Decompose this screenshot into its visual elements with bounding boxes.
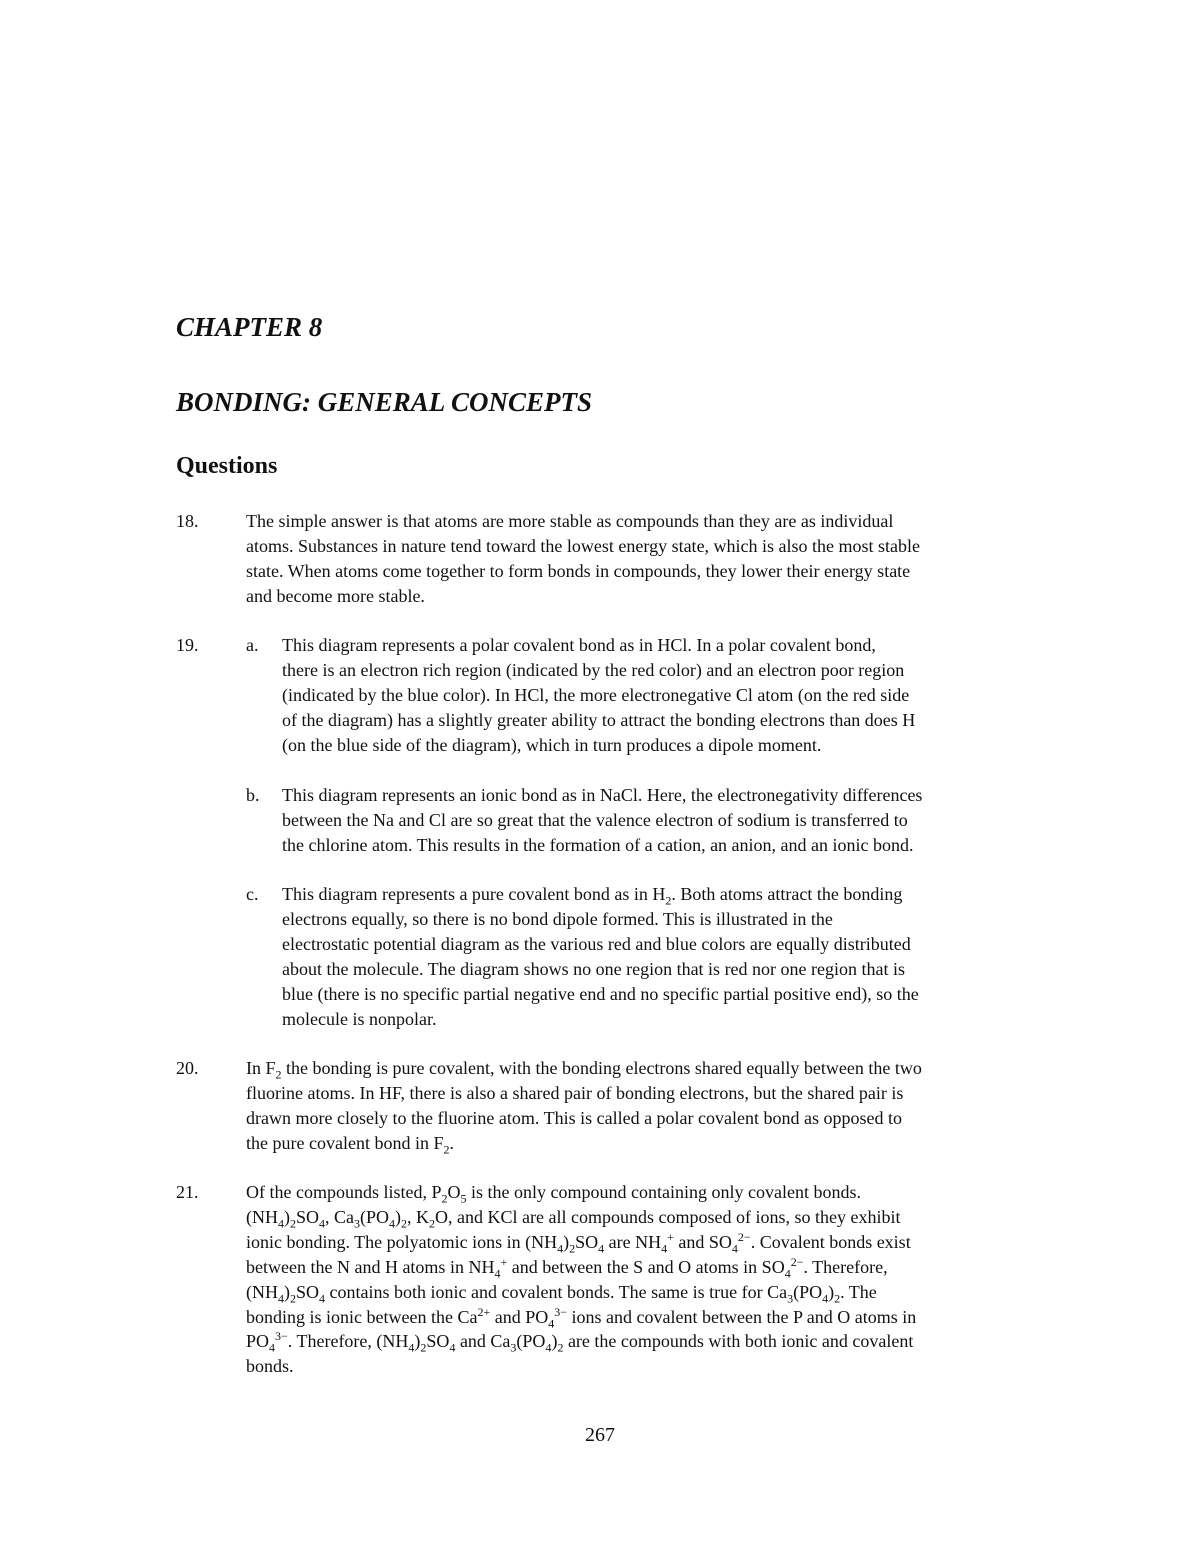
text-run: the bonding is pure covalent, with the bonding electrons shared equally between the two [281, 1058, 922, 1078]
question-19-part-c [246, 882, 1060, 1031]
subscript: 4 [278, 1216, 284, 1231]
text-line: molecule is nonpolar. [282, 1008, 437, 1029]
text-run: . Therefore, [803, 1256, 888, 1277]
subscript: 2 [401, 1216, 408, 1231]
subscript: 2 [441, 1191, 448, 1206]
subscript: 2 [290, 1291, 296, 1306]
text-run: ) [828, 1281, 835, 1302]
subscript: 2 [275, 1067, 282, 1082]
subscript: 3 [354, 1216, 361, 1231]
subscript: 4 [389, 1216, 396, 1231]
text-run: ) [284, 1281, 290, 1302]
text-run: SO [426, 1331, 450, 1352]
text-run: between the N and H atoms in NH [246, 1256, 495, 1277]
text-run: . The [840, 1281, 877, 1302]
subscript: 2 [557, 1341, 564, 1356]
chapter-title: BONDING: GENERAL CONCEPTS [176, 387, 593, 417]
text-line [246, 1205, 1060, 1230]
text-run: ions and covalent between the P and O atoms in [567, 1306, 917, 1327]
text-line: fluorine atoms. In HF, there is also a shared pair of bonding electrons, but the shared pair is [246, 1082, 904, 1103]
text-line: there is an electron rich region (indicated by the red color) and an electron poor region [282, 659, 905, 680]
superscript: + [500, 1254, 508, 1269]
section-heading: Questions [176, 453, 278, 479]
text-line: electrostatic potential diagram as the various red and blue colors are equally distributed [282, 933, 911, 954]
question-19-part-b [246, 783, 1060, 858]
text-run: ionic bonding. The polyatomic ions in (NH [246, 1231, 558, 1252]
question-text [246, 509, 1060, 609]
superscript: 3− [554, 1304, 568, 1319]
part-label: c. [246, 884, 259, 904]
text-line [246, 1230, 1060, 1255]
chapter-heading: CHAPTER 8 [176, 312, 323, 342]
subscript: 4 [449, 1341, 456, 1356]
subscript: 2 [665, 893, 672, 908]
text-line: of the diagram) has a slightly greater ability to attract the bonding electrons than does H [282, 709, 916, 730]
subscript: 2 [569, 1241, 576, 1256]
question-number: 19. [176, 635, 199, 655]
text-line [246, 1255, 1060, 1280]
text-line: drawn more closely to the fluorine atom. This is called a polar covalent bond as opposed to [246, 1107, 902, 1128]
text-run: are the compounds with both ionic and covalent [563, 1331, 914, 1352]
subscript: 4 [548, 1316, 555, 1331]
text-line [246, 1056, 1060, 1081]
text-run: Of the compounds listed, P [246, 1182, 442, 1202]
subscript: 4 [269, 1341, 276, 1356]
text-run: ) [395, 1206, 402, 1227]
text-line: (indicated by the blue color). In HCl, the more electronegative Cl atom (on the red side [282, 684, 910, 705]
text-line: about the molecule. The diagram shows no one region that is red nor one region that is [282, 958, 906, 979]
text-line: between the Na and Cl are so great that the valence electron of sodium is transferred to [282, 809, 908, 830]
text-line: the chlorine atom. This results in the formation of a cation, an anion, and an ionic bond. [282, 834, 914, 855]
question-number: 18. [176, 511, 199, 531]
subscript: 4 [278, 1291, 284, 1306]
text-run: ) [414, 1331, 421, 1352]
subscript: 4 [319, 1291, 326, 1306]
subscript: 4 [822, 1291, 829, 1306]
text-run: O [447, 1182, 461, 1202]
text-line: state. When atoms come together to form bonds in compounds, they lower their energy state [246, 560, 911, 581]
subscript: 4 [494, 1266, 501, 1281]
text-line [282, 882, 1060, 907]
superscript: 3− [275, 1329, 288, 1344]
subscript: 2 [443, 1142, 450, 1157]
text-line: This diagram represents an ionic bond as in NaCl. Here, the electronegativity differences [282, 785, 923, 805]
subscript: 4 [784, 1266, 791, 1281]
text-line: atoms. Substances in nature tend toward the lowest energy state, which is also the most stable [246, 535, 921, 556]
part-label: b. [246, 785, 260, 805]
text-run: are NH [604, 1231, 662, 1252]
text-line: The simple answer is that atoms are more stable as compounds than they are as individual [246, 511, 894, 531]
text-run: SO [575, 1231, 599, 1252]
subscript: 5 [460, 1191, 467, 1206]
subscript: 4 [661, 1241, 668, 1256]
text-run: . Covalent bonds exist [750, 1231, 911, 1252]
text-run: and Ca [455, 1331, 511, 1352]
text-run: (NH [246, 1281, 278, 1302]
superscript: 2− [737, 1229, 751, 1244]
text-line [246, 1305, 1060, 1330]
text-run: ) [284, 1206, 290, 1227]
text-run: and SO [673, 1231, 732, 1252]
question-number: 21. [176, 1182, 199, 1202]
part-text [282, 633, 1060, 758]
text-run: (NH [246, 1206, 278, 1227]
text-run: (PO [793, 1281, 823, 1302]
question-text [246, 1180, 1060, 1379]
page-number: 267 [585, 1424, 615, 1446]
text-run: O, and KCl are all compounds composed of ions, so they exhibit [435, 1206, 901, 1227]
text-run: is the only compound containing only covalent bonds. [466, 1182, 861, 1202]
question-18 [176, 509, 1060, 609]
text-run: In F [246, 1058, 276, 1078]
part-text [282, 783, 1060, 858]
question-19-part-a [246, 633, 1060, 758]
text-run: contains both ionic and covalent bonds. The same is true for Ca [325, 1281, 788, 1302]
text-run: , Ca [325, 1206, 355, 1227]
subscript: 3 [510, 1341, 517, 1356]
subscript: 2 [420, 1341, 427, 1356]
text-run: . Therefore, (NH [287, 1331, 409, 1352]
text-run: PO [246, 1331, 270, 1352]
text-run: This diagram represents a pure covalent bond as in H [282, 884, 666, 904]
subscript: 4 [557, 1241, 564, 1256]
question-20 [176, 1056, 1060, 1156]
subscript: 4 [598, 1241, 605, 1256]
text-run: and between the S and O atoms in SO [507, 1256, 785, 1277]
text-run: . [449, 1132, 454, 1153]
text-run: , K [407, 1206, 430, 1227]
text-line [246, 1329, 1060, 1354]
text-line: electrons equally, so there is no bond dipole formed. This is illustrated in the [282, 908, 833, 929]
text-run: ) [551, 1331, 558, 1352]
superscript: + [667, 1229, 674, 1244]
subscript: 4 [731, 1241, 738, 1256]
subscript: 4 [408, 1341, 415, 1356]
text-run: SO [296, 1206, 320, 1227]
text-line: (on the blue side of the diagram), which in turn produces a dipole moment. [282, 734, 822, 755]
text-line [246, 1280, 1060, 1305]
text-line: and become more stable. [246, 585, 425, 606]
text-run: (PO [360, 1206, 390, 1227]
text-line [246, 1131, 1060, 1156]
text-run: . Both atoms attract the bonding [671, 884, 903, 904]
text-run: ) [563, 1231, 570, 1252]
question-21 [176, 1180, 1060, 1379]
text-run: and PO [490, 1306, 549, 1327]
subscript: 2 [834, 1291, 841, 1306]
part-text [282, 882, 1060, 1031]
question-text [246, 1056, 1060, 1156]
text-run: SO [296, 1281, 320, 1302]
text-run: bonding is ionic between the Ca [246, 1306, 478, 1327]
question-number: 20. [176, 1058, 199, 1078]
subscript: 4 [545, 1341, 552, 1356]
text-run: the pure covalent bond in F [246, 1132, 444, 1153]
text-line [246, 1180, 1060, 1205]
subscript: 2 [429, 1216, 436, 1231]
text-line: blue (there is no specific partial negative end and no specific partial positive end), so the [282, 983, 919, 1004]
superscript: 2− [790, 1254, 804, 1269]
superscript: 2+ [477, 1304, 491, 1319]
subscript: 3 [787, 1291, 794, 1306]
text-run: (PO [516, 1331, 546, 1352]
subscript: 2 [290, 1216, 296, 1231]
text-line: This diagram represents a polar covalent bond as in HCl. In a polar covalent bond, [282, 635, 876, 655]
text-line: bonds. [246, 1356, 294, 1377]
subscript: 4 [319, 1216, 326, 1231]
part-label: a. [246, 635, 259, 655]
